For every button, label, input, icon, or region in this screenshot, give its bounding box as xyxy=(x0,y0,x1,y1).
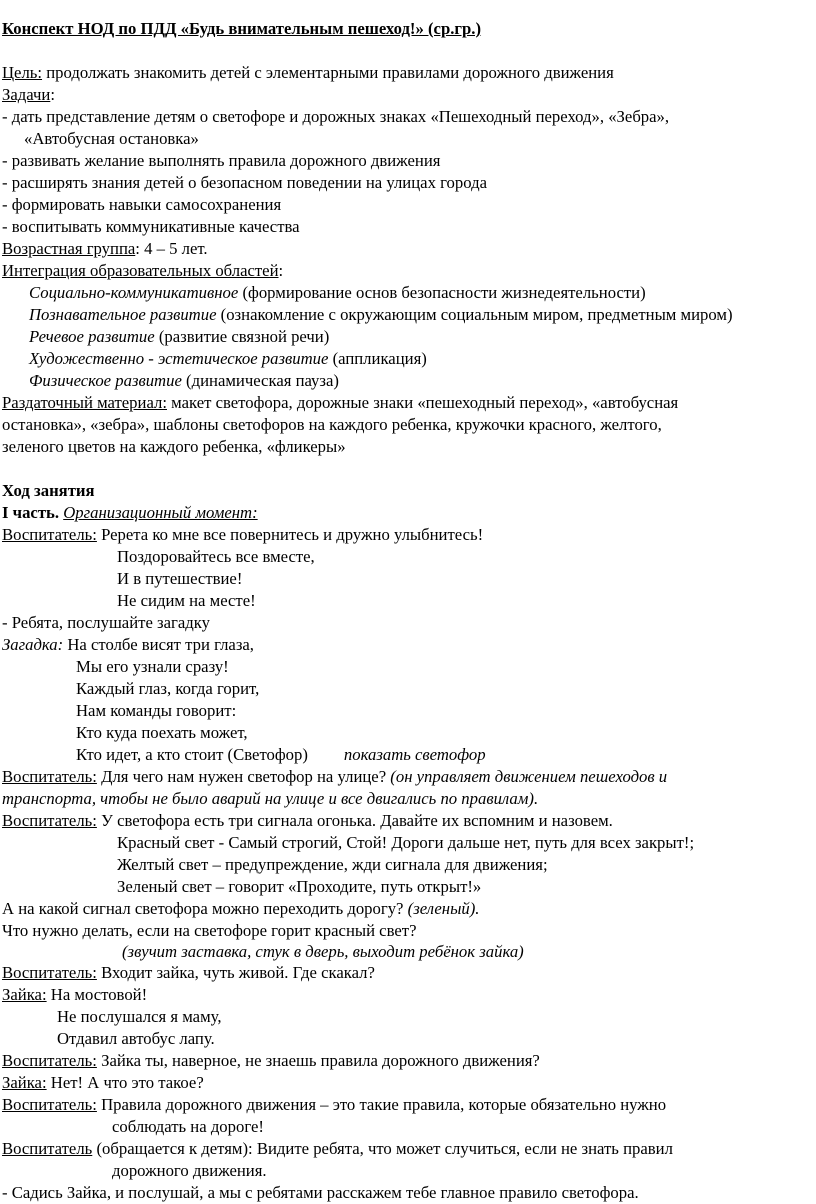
area-desc: (ознакомление с окружающим социальным миром, предметным миром) xyxy=(216,305,733,324)
final-line: - Садись Зайка, и послушай, а мы с ребятами расскажем тебе главное правило светофора. xyxy=(2,1183,639,1202)
speech-text: Правила дорожного движения – это такие правила, которые обязательно нужно xyxy=(96,1095,667,1114)
task-item: - формировать навыки самосохранения xyxy=(2,195,282,214)
task-item: - воспитывать коммуникативные качества xyxy=(2,217,300,236)
area-desc: (развитие связной речи) xyxy=(154,327,330,346)
part1-subtitle: Организационный момент: xyxy=(63,503,258,522)
speech-text: Нет! А что это такое? xyxy=(46,1073,204,1092)
speaker-educator: Воспитатель: xyxy=(2,963,97,982)
handout-line xyxy=(2,392,816,414)
area-name: Познавательное развитие xyxy=(29,305,217,324)
area-name: Художественно - эстетическое развитие xyxy=(29,349,329,368)
area-item xyxy=(2,326,816,348)
area-name: Физическое развитие xyxy=(29,371,182,390)
task-item: - расширять знания детей о безопасном поведении на улицах города xyxy=(2,173,487,192)
educator-line xyxy=(2,766,816,788)
part1-heading xyxy=(2,502,816,524)
spacer xyxy=(2,458,816,480)
bunny-line xyxy=(2,984,816,1006)
goal-label: Цель: xyxy=(2,63,43,82)
area-desc: (динамическая пауза) xyxy=(181,371,339,390)
question-line xyxy=(2,898,816,920)
speech-text: У светофора есть три сигнала огонька. Давайте их вспомним и назовем. xyxy=(96,811,613,830)
area-desc: (формирование основ безопасности жизнедеятельности) xyxy=(238,283,646,302)
tasks-heading xyxy=(2,84,816,106)
speaker-educator: Воспитатель: xyxy=(2,767,97,786)
title-text: Конспект НОД по ПДД «Будь внимательным пешеход!» (ср.гр.) xyxy=(2,19,482,38)
educator-line xyxy=(2,1138,816,1160)
speaker-educator: Воспитатель: xyxy=(2,525,97,544)
area-item xyxy=(2,282,816,304)
riddle-note: показать светофор xyxy=(343,745,486,764)
signal-line: Желтый свет – предупреждение, жди сигнала для движения; xyxy=(117,855,548,874)
educator-line xyxy=(2,962,816,984)
speaker-educator: Воспитатель: xyxy=(2,1051,97,1070)
course-heading: Ход занятия xyxy=(2,481,95,500)
speech-text: (обращается к детям): Видите ребята, что может случиться, если не знать правил xyxy=(92,1139,673,1158)
speech-text: Зайка ты, наверное, не знаешь правила дорожного движения? xyxy=(96,1051,540,1070)
area-item xyxy=(2,304,816,326)
verse-line: Отдавил автобус лапу. xyxy=(57,1029,215,1048)
bunny-line xyxy=(2,1072,816,1094)
verse-line: Не послушался я маму, xyxy=(57,1007,222,1026)
question-line: Что нужно делать, если на светофоре горит красный свет? xyxy=(2,921,417,940)
area-name: Речевое развитие xyxy=(29,327,155,346)
riddle-line xyxy=(2,634,816,656)
riddle-line: Мы его узнали сразу! xyxy=(76,657,229,676)
speaker-bunny: Зайка: xyxy=(2,985,47,1004)
handout-line: остановка», «зебра», шаблоны светофоров на каждого ребенка, кружочки красного, желтого, xyxy=(2,415,662,434)
riddle-line: Нам команды говорит: xyxy=(76,701,237,720)
area-item xyxy=(2,348,816,370)
speaker-bunny: Зайка: xyxy=(2,1073,47,1092)
part1-label: I часть. xyxy=(2,503,60,522)
educator-line xyxy=(2,524,816,546)
riddle-intro: - Ребята, послушайте загадку xyxy=(2,613,210,632)
riddle-line xyxy=(2,744,816,766)
integration-heading xyxy=(2,260,816,282)
speech-continuation: дорожного движения. xyxy=(112,1161,267,1180)
speech-text: Для чего нам нужен светофор на улице? xyxy=(96,767,391,786)
task-item: - дать представление детям о светофоре и дорожных знаках «Пешеходный переход», «Зебра», xyxy=(2,107,670,126)
goal-text: продолжать знакомить детей с элементарными правилами дорожного движения xyxy=(42,63,614,82)
handout-text: макет светофора, дорожные знаки «пешеходный переход», «автобусная xyxy=(166,393,679,412)
riddle-text: Кто идет, а кто стоит (Светофор) xyxy=(76,745,308,764)
area-desc: (аппликация) xyxy=(328,349,427,368)
educator-line xyxy=(2,810,816,832)
riddle-line: Кто куда поехать может, xyxy=(76,723,248,742)
spacer xyxy=(2,40,816,62)
riddle-text: На столбе висят три глаза, xyxy=(63,635,254,654)
speaker-educator: Воспитатель: xyxy=(2,811,97,830)
riddle-label: Загадка: xyxy=(2,635,64,654)
question-text: А на какой сигнал светофора можно переходить дорогу? xyxy=(2,899,408,918)
speaker-educator: Воспитатель xyxy=(2,1139,93,1158)
task-item-continuation: «Автобусная остановка» xyxy=(24,129,199,148)
goal-line xyxy=(2,62,816,84)
speaker-educator: Воспитатель: xyxy=(2,1095,97,1114)
signal-line: Красный свет - Самый строгий, Стой! Дороги дальше нет, путь для всех закрыт!; xyxy=(117,833,695,852)
document-title xyxy=(2,18,816,40)
signal-line: Зеленый свет – говорит «Проходите, путь открыт!» xyxy=(117,877,482,896)
area-name: Социально-коммуникативное xyxy=(29,283,239,302)
speech-continuation: соблюдать на дороге! xyxy=(112,1117,264,1136)
verse-line: И в путешествие! xyxy=(117,569,243,588)
handout-label: Раздаточный материал: xyxy=(2,393,167,412)
speech-note-continuation: транспорта, чтобы не было аварий на улице и все двигались по правилам). xyxy=(2,789,539,808)
integration-label: Интеграция образовательных областей xyxy=(2,261,279,280)
question-answer: (зеленый). xyxy=(407,899,480,918)
handout-line: зеленого цветов на каждого ребенка, «фликеры» xyxy=(2,437,346,456)
educator-line xyxy=(2,1050,816,1072)
verse-line: Не сидим на месте! xyxy=(117,591,256,610)
educator-line xyxy=(2,1094,816,1116)
stage-direction: (звучит заставка, стук в дверь, выходит ребёнок зайка) xyxy=(122,942,524,961)
area-item xyxy=(2,370,816,392)
age-label: Возрастная группа xyxy=(2,239,136,258)
speech-text: Ререта ко мне все повернитесь и дружно улыбнитесь! xyxy=(96,525,484,544)
verse-line: Поздоровайтесь все вместе, xyxy=(117,547,315,566)
integration-colon: : xyxy=(278,261,284,280)
tasks-colon: : xyxy=(50,85,55,104)
tasks-label: Задачи xyxy=(2,85,51,104)
speech-note: (он управляет движением пешеходов и xyxy=(390,767,668,786)
age-text: : 4 – 5 лет. xyxy=(135,239,208,258)
speech-text: На мостовой! xyxy=(46,985,148,1004)
age-line xyxy=(2,238,816,260)
riddle-line: Каждый глаз, когда горит, xyxy=(76,679,260,698)
speech-text: Входит зайка, чуть живой. Где скакал? xyxy=(96,963,375,982)
task-item: - развивать желание выполнять правила дорожного движения xyxy=(2,151,441,170)
